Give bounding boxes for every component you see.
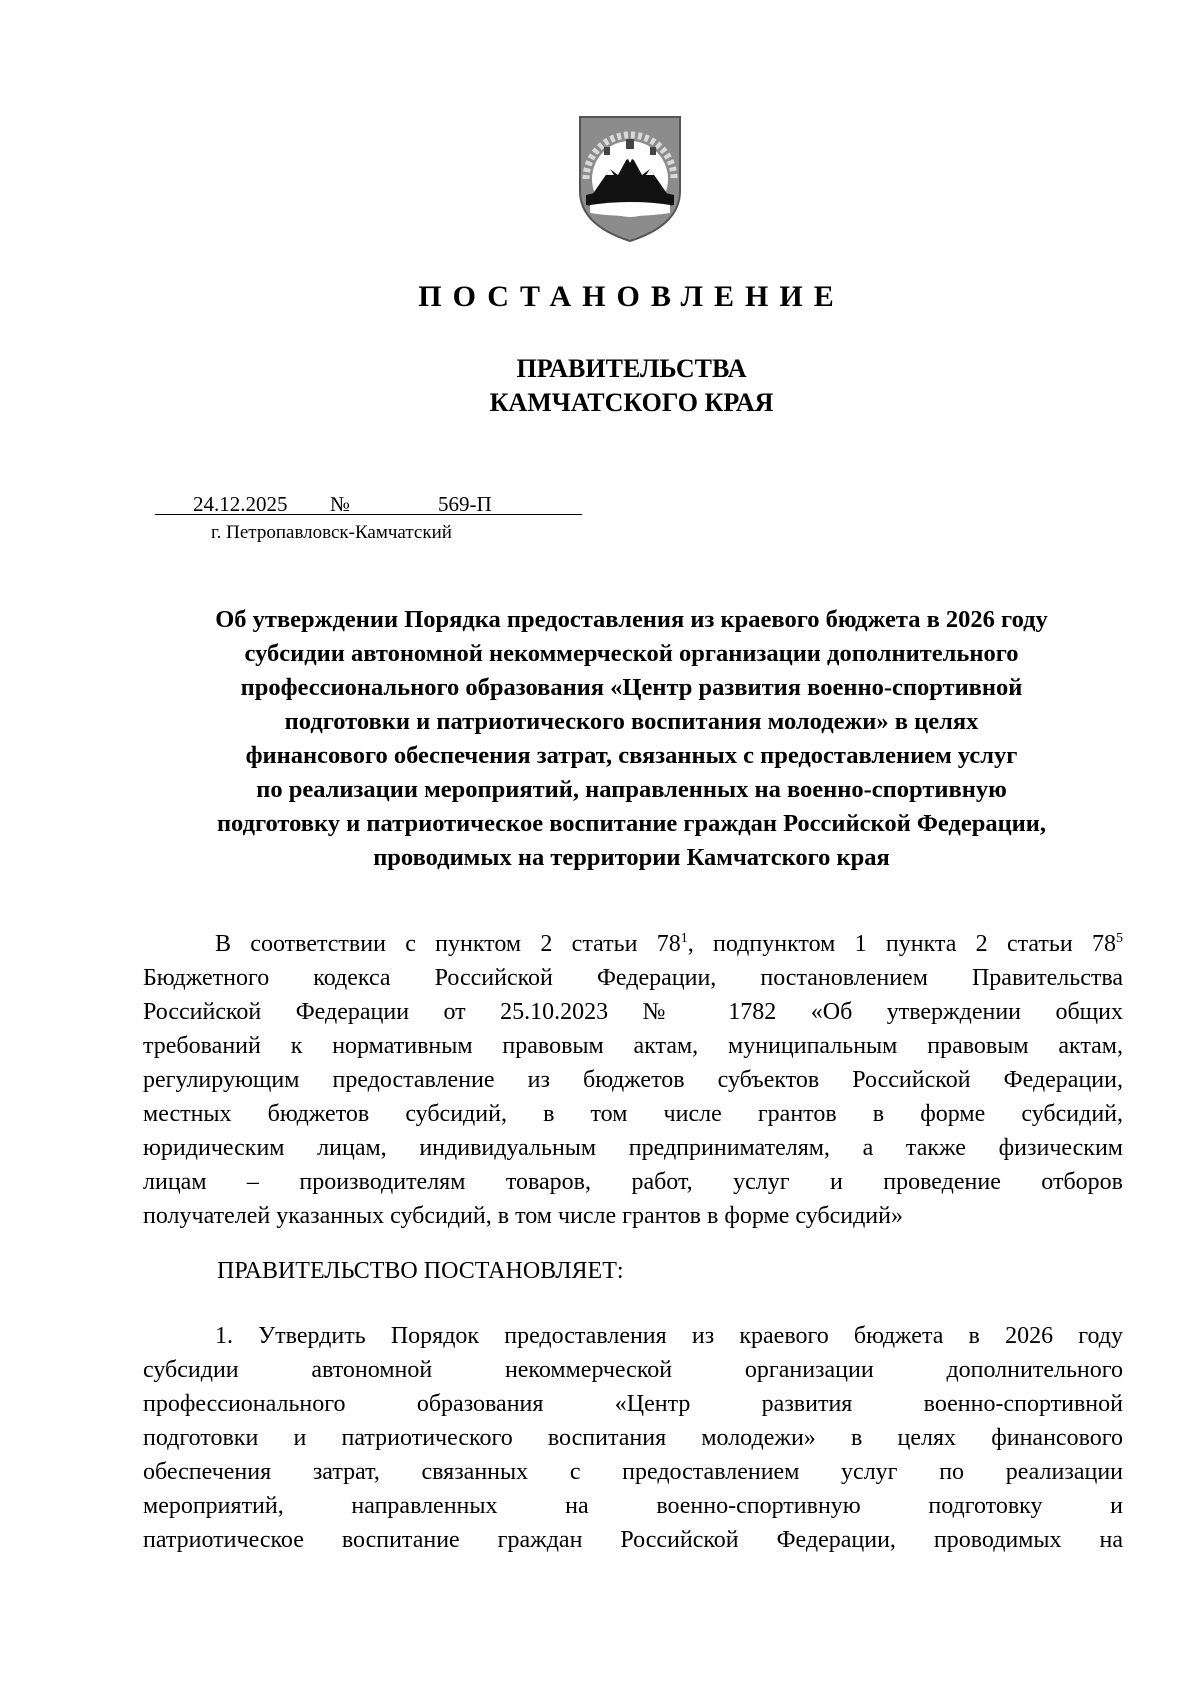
paragraph-line: местных бюджетов субсидий, в том числе грантов в форме субсидий, <box>143 1101 1123 1127</box>
heading-line: Об утверждении Порядка предоставления из краевого бюджета в 2026 году <box>215 606 1048 633</box>
paragraph-line: профессионального образования «Центр развития военно-спортивной <box>143 1391 1123 1417</box>
authority-line: КАМЧАТСКОГО КРАЯ <box>489 388 774 417</box>
paragraph-line: мероприятий, направленных на военно-спортивную подготовку и <box>143 1493 1123 1519</box>
item-1-paragraph <box>143 1319 1123 1557</box>
paragraph-line: 1. Утвердить Порядок предоставления из краевого бюджета в 2026 году <box>215 1323 1123 1349</box>
paragraph-line: получателей указанных субсидий, в том числе грантов в форме субсидий» <box>143 1203 903 1229</box>
paragraph-line: лицам – производителям товаров, работ, услуг и проведение отборов <box>143 1169 1123 1195</box>
paragraph-line: субсидии автономной некоммерческой организации дополнительного <box>143 1357 1123 1383</box>
superscript: 5 <box>1116 931 1123 946</box>
paragraph-line: обеспечения затрат, связанных с предоставлением услуг по реализации <box>143 1459 1123 1485</box>
authority-line: ПРАВИТЕЛЬСТВА <box>516 354 747 383</box>
decree-statement: ПРАВИТЕЛЬСТВО ПОСТАНОВЛЯЕТ: <box>217 1258 624 1284</box>
paragraph-line: юридическим лицам, индивидуальным предпринимателям, а также физическим <box>143 1135 1123 1161</box>
paragraph-line: Бюджетного кодекса Российской Федерации, постановлением Правительства <box>143 965 1123 991</box>
text-fragment: В соответствии с пунктом 2 статьи 78 <box>215 931 681 957</box>
superscript: 1 <box>680 931 688 946</box>
heading-line: подготовку и патриотическое воспитание граждан Российской Федерации, <box>216 810 1047 837</box>
heading-line: по реализации мероприятий, направленных на военно-спортивную <box>256 776 1007 803</box>
number-sign: № <box>330 492 351 516</box>
registration-line <box>155 489 582 519</box>
heading-line: подготовки и патриотического воспитания молодежи» в целях <box>284 708 979 735</box>
issuing-authority <box>0 352 1200 420</box>
paragraph-line: регулирующим предоставление из бюджетов субъектов Российской Федерации, <box>143 1067 1123 1093</box>
text-fragment: , подпунктом 1 пункта 2 статьи 78 <box>687 931 1116 957</box>
document-heading <box>140 603 1123 875</box>
heading-line: субсидии автономной некоммерческой организации дополнительного <box>244 640 1019 667</box>
heading-line: профессионального образования «Центр развития военно-спортивной <box>240 674 1023 701</box>
city-of-issue: г. Петропавловск-Камчатский <box>211 522 452 543</box>
paragraph-line: патриотическое воспитание граждан Российской Федерации, проводимых на <box>143 1527 1123 1553</box>
paragraph-line: подготовки и патриотического воспитания молодежи» в целях финансового <box>143 1425 1123 1451</box>
preamble-paragraph <box>143 927 1123 1233</box>
paragraph-line <box>143 927 1123 961</box>
paragraph-line: Российской Федерации от 25.10.2023 № 1782 «Об утверждении общих <box>143 999 1123 1025</box>
document-date: 24.12.2025 <box>193 492 288 516</box>
document-title: ПОСТАНОВЛЕНИЕ <box>418 280 845 313</box>
heading-line: финансового обеспечения затрат, связанных с предоставлением услуг <box>245 742 1018 769</box>
kamchatka-coat-of-arms-icon <box>576 113 684 245</box>
paragraph-line: требований к нормативным правовым актам, муниципальным правовым актам, <box>143 1033 1123 1059</box>
document-number: 569-П <box>438 492 492 516</box>
heading-line: проводимых на территории Камчатского края <box>373 844 890 871</box>
